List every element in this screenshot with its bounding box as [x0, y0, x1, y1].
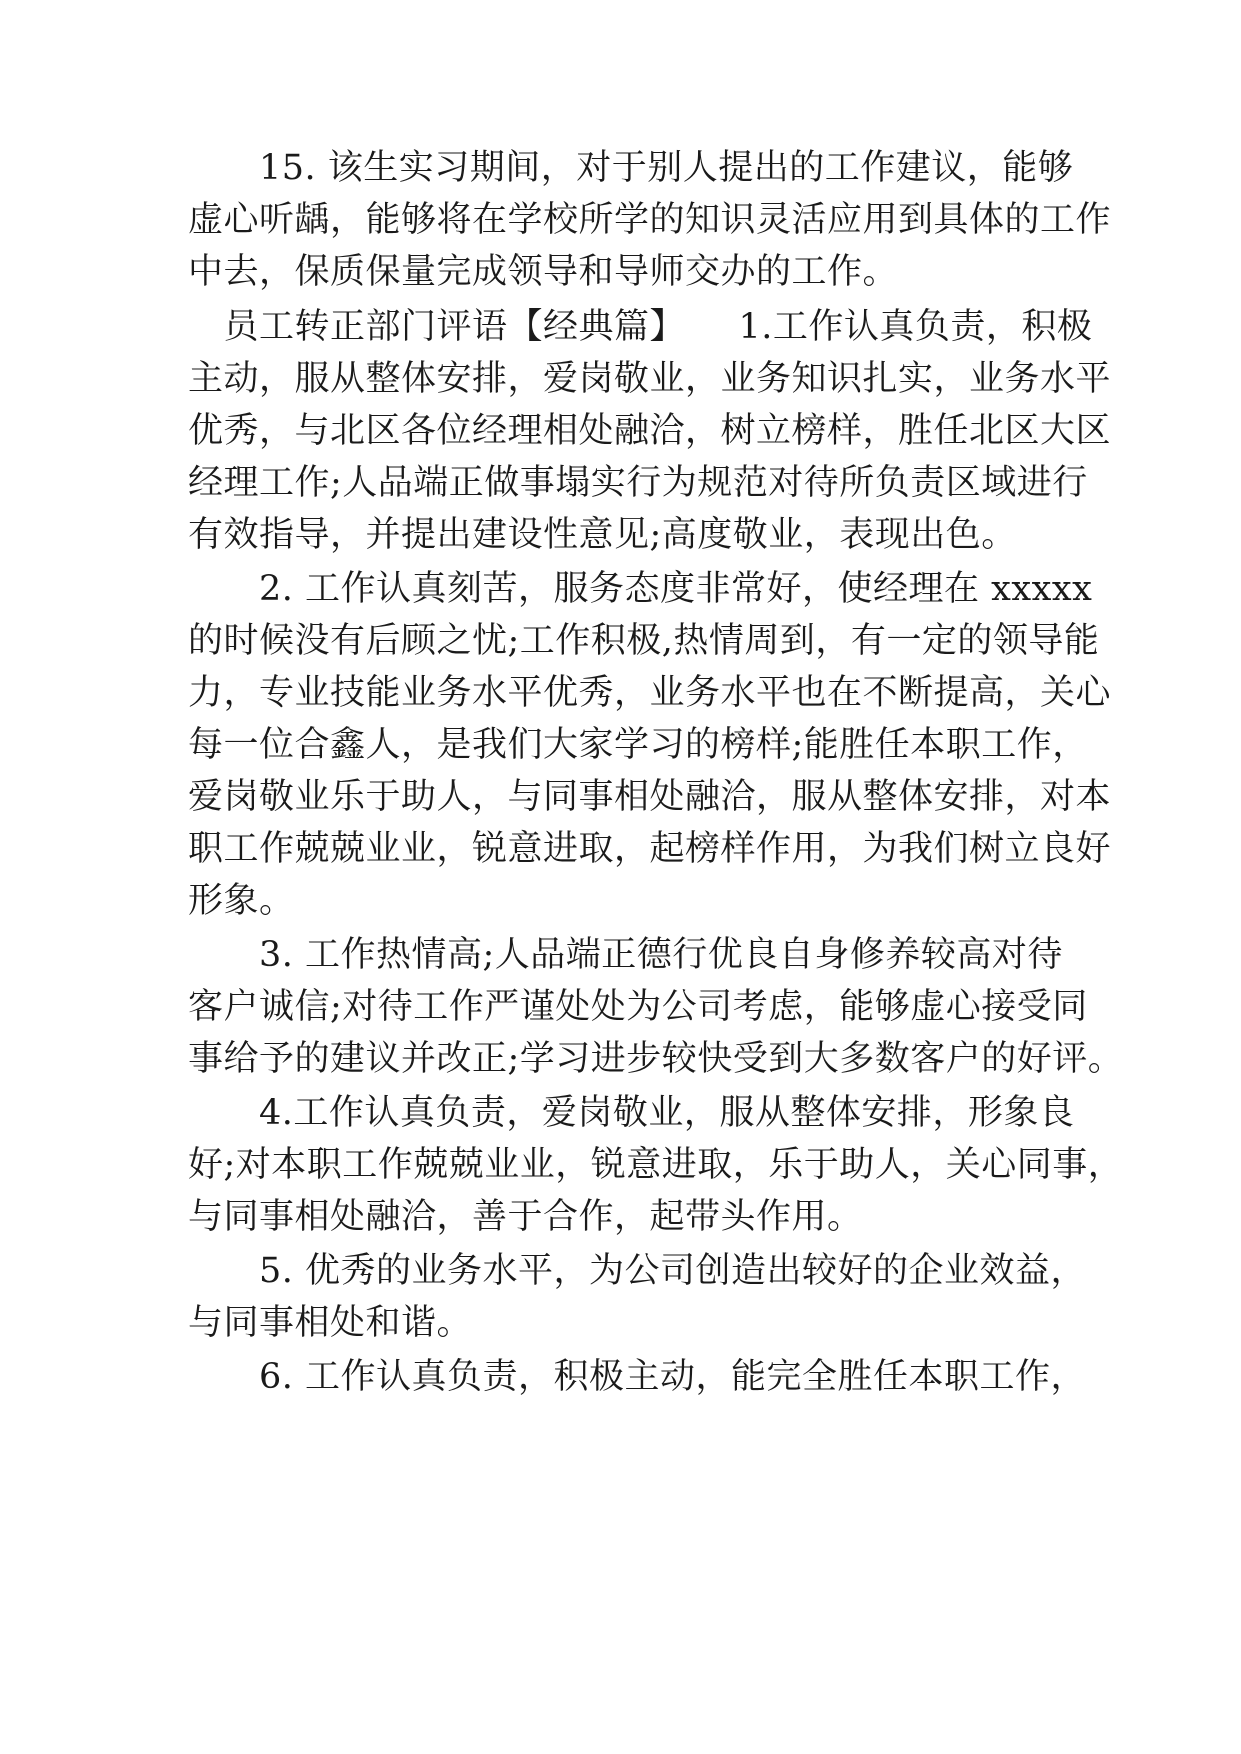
text-line: 中去，保质保量完成领导和导师交办的工作。: [188, 252, 899, 292]
text-line: 与同事相处和谐。: [188, 1303, 473, 1343]
text-line: 经理工作;人品端正做事塌实行为规范对待所负责区域进行: [188, 463, 1088, 503]
text-line: 15. 该生实习期间，对于别人提出的工作建议，能够: [188, 148, 1074, 188]
text-line: 2. 工作认真刻苦，服务态度非常好，使经理在 xxxxx: [188, 569, 1093, 609]
text-line: 有效指导，并提出建设性意见;高度敬业，表现出色。: [188, 515, 1017, 555]
text-line: 力，专业技能业务水平优秀，业务水平也在不断提高，关心: [188, 673, 1112, 713]
text-line: 形象。: [188, 881, 295, 921]
text-line: 客户诚信;对待工作严谨处处为公司考虑，能够虚心接受同: [188, 987, 1088, 1027]
text-line: 爱岗敬业乐于助人，与同事相处融洽，服从整体安排，对本: [188, 777, 1112, 817]
text-line: 3. 工作热情高;人品端正德行优良自身修养较高对待: [188, 935, 1063, 975]
text-line: 每一位合鑫人，是我们大家学习的榜样;能胜任本职工作，: [188, 725, 1088, 765]
text-line: 与同事相处融洽，善于合作，起带头作用。: [188, 1197, 863, 1237]
text-line: 虚心听龋，能够将在学校所学的知识灵活应用到具体的工作: [188, 200, 1112, 240]
text-line: 职工作兢兢业业，锐意进取，起榜样作用，为我们树立良好: [188, 829, 1112, 869]
text-line: 4.工作认真负责，爱岗敬业，服从整体安排，形象良: [188, 1093, 1075, 1133]
text-line: 事给予的建议并改正;学习进步较快受到大多数客户的好评。: [188, 1039, 1124, 1079]
text-line: 好;对本职工作兢兢业业，锐意进取，乐于助人，关心同事，: [188, 1145, 1124, 1185]
text-line: 5. 优秀的业务水平，为公司创造出较好的企业效益，: [188, 1251, 1087, 1291]
text-line: 6. 工作认真负责，积极主动，能完全胜任本职工作，: [188, 1357, 1087, 1397]
text-line: 优秀，与北区各位经理相处融洽，树立榜样，胜任北区大区: [188, 411, 1112, 451]
text-line: 的时候没有后顾之忧;工作积极,热情周到，有一定的领导能: [188, 621, 1100, 661]
text-line: 员工转正部门评语【经典篇】 1.工作认真负责，积极: [188, 307, 1093, 347]
text-line: 主动，服从整体安排，爱岗敬业，业务知识扎实，业务水平: [188, 359, 1112, 399]
